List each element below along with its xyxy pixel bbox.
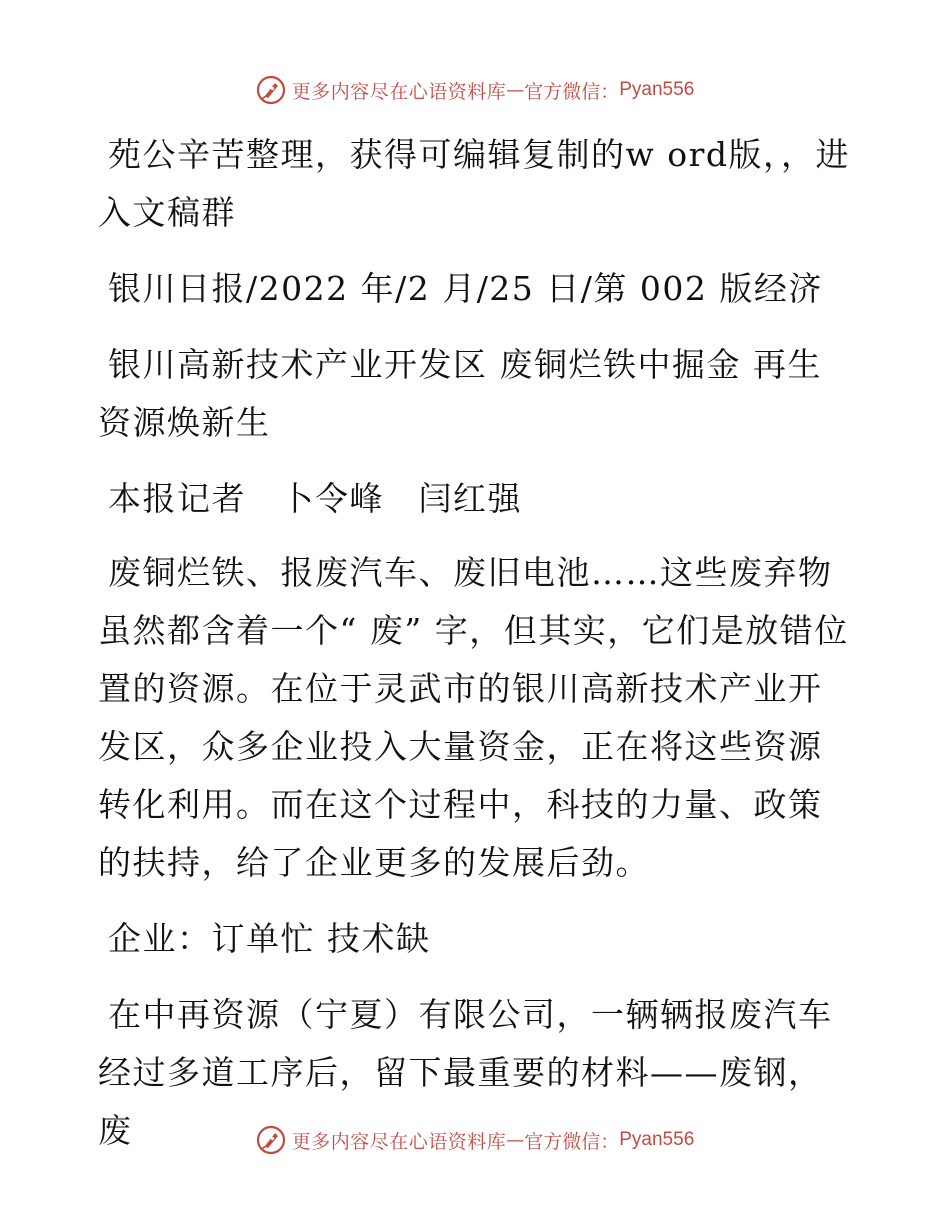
publication-line: 银川日报/2022 年/2 月/25 日/第 002 版经济 <box>108 269 823 308</box>
intro-paragraph: 苑公辛苦整理，获得可编辑复制的w ord版，，进入文稿群 <box>98 135 851 232</box>
pen-nib-logo-icon <box>256 75 286 105</box>
byline: 本报记者 卜令峰 闫红强 <box>108 479 522 518</box>
watermark-wechat-id: Pyan556 <box>619 79 695 100</box>
body-paragraph: 在中再资源（宁夏）有限公司，一辆辆报废汽车经过多道工序后，留下最重要的材料——废钢，废 <box>98 995 833 1150</box>
watermark-wechat-id: Pyan556 <box>619 1129 695 1150</box>
watermark-header <box>0 70 950 110</box>
pen-nib-logo-icon <box>256 1125 286 1155</box>
watermark-label: 官方微信： <box>524 80 620 103</box>
watermark-footer <box>0 1120 950 1160</box>
watermark-text: 更多内容尽在心语资料库 <box>291 1130 507 1153</box>
article-title: 银川高新技术产业开发区 废铜烂铁中掘金 再生资源焕新生 <box>98 345 822 442</box>
watermark-text: 更多内容尽在心语资料库 <box>291 80 507 103</box>
watermark-dash: — <box>506 1129 525 1151</box>
watermark-dash: — <box>506 79 525 101</box>
section-heading: 企业：订单忙 技术缺 <box>108 919 431 958</box>
document-body <box>98 126 850 1178</box>
body-paragraph: 废铜烂铁、报废汽车、废旧电池……这些废弃物虽然都含着一个“ 废” 字，但其实，它们是放错位置的资源。在位于灵武市的银川高新技术产业开发区，众多企业投入大量资金，正在将这些资源转化利用。而在这个过程中，科技的力量、政策的扶持，给了企业更多的发展后劲。 <box>98 553 849 882</box>
watermark-label: 官方微信： <box>524 1130 620 1153</box>
